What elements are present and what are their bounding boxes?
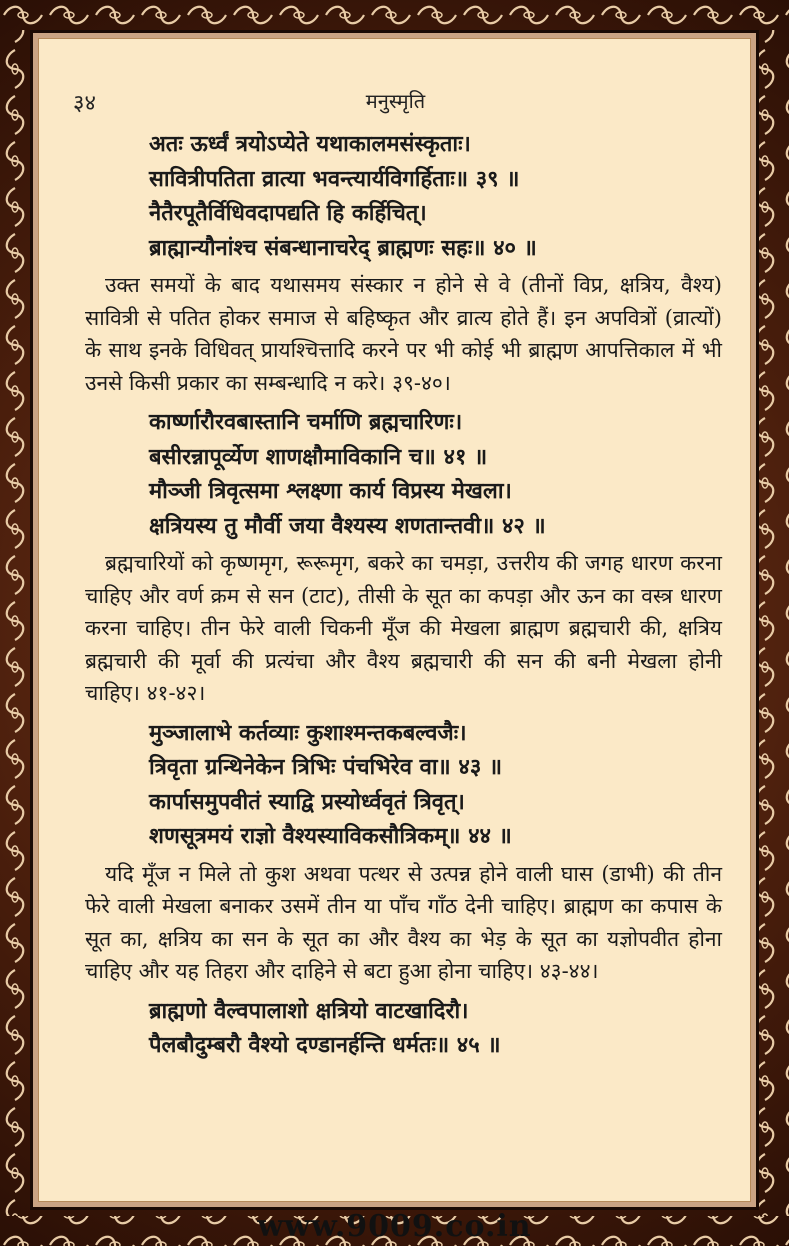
hindi-translation: यदि मूँज न मिले तो कुश अथवा पत्थर से उत्पन्न होने वाली घास (डाभी) की तीन फेरे वाली मेखला बनाकर उसमें तीन या पाँच गाँठ देनी चाहिए। ब्राह्मण का कपास के सूत का, क्षत्रिय का सन के सूत का और वैश्य का भेड़ के सूत का यज्ञोपवीत होना चाहिए और यह तिहरा और दाहिने से बटा हुआ होना चाहिए। ४३-४४।	[85, 861, 722, 983]
hindi-translation: ब्रह्मचारियों को कृष्णमृग, रूरूमृग, बकरे का चमड़ा, उत्तरीय की जगह धारण करना चाहिए और वर्ण क्रम से सन (टाट), तीसी के सूत का कपड़ा और ऊन का वस्त्र धारण करना चाहिए। तीन फेरे वाली चिकनी मूँज की मेखला ब्राह्मण ब्रह्मचारी की, क्षत्रिय ब्रह्मचारी की मूर्वा की प्रत्यंचा और वैश्य ब्रह्मचारी की सन की बनी मेखला होनी चाहिए। ४१-४२।	[85, 551, 722, 705]
verse-line: त्रिवृता ग्रन्थिनेकेन त्रिभिः पंचभिरेव वा॥ ४३ ॥	[149, 754, 503, 780]
page-content	[39, 127, 752, 1063]
sanskrit-verse	[39, 716, 752, 854]
verse-line: क्षत्रियस्य तु मौर्वी जया वैश्यस्य शणतान्तवी॥ ४२ ॥	[149, 512, 546, 539]
book-page	[38, 38, 751, 1202]
verse-line: मुञ्जालाभे कर्तव्याः कुशाश्मन्तकबल्वजैः।	[149, 719, 467, 746]
page-title: मनुस्मृति	[365, 89, 426, 113]
page-header	[39, 87, 752, 117]
sanskrit-verse	[39, 994, 752, 1063]
verse-line: मौञ्जी त्रिवृत्समा श्लक्ष्णा कार्य विप्रस्य मेखला।	[149, 478, 512, 504]
page-number: ३४	[73, 91, 96, 116]
verse-line: ब्राह्मान्यौनांश्च संबन्धानाचरेद् ब्राह्मणः सहः॥ ४० ॥	[149, 234, 537, 261]
website-url[interactable]: www.9009.co.in	[257, 1209, 532, 1244]
verse-line: सावित्रीपतिता व्रात्या भवन्त्यार्यविगर्हिताः॥ ३९ ॥	[149, 165, 520, 192]
verse-line: अतः ऊर्ध्वं त्रयोऽप्येते यथाकालमसंस्कृताः।	[149, 131, 471, 157]
verse-line: ब्राह्मणो वैल्वपालाशो क्षत्रियो वाटखादिरौ।	[149, 997, 469, 1024]
sanskrit-verse	[39, 405, 752, 543]
verse-line: नैतैरपूतैर्विधिवदापद्यति हि कर्हिचित्।	[149, 200, 427, 226]
verse-line: शणसूत्रमयं राज्ञो वैश्यस्याविकसौत्रिकम्॥ ४४ ॥	[149, 823, 512, 849]
verse-line: कार्पासमुपवीतं स्याद्वि प्रस्योर्ध्ववृतं त्रिवृत्।	[149, 788, 465, 815]
verse-line: पैलबौदुम्बरौ वैश्यो दण्डानर्हन्ति धर्मतः॥ ४५ ॥	[149, 1032, 501, 1058]
verse-line: कार्ष्णारौरवबास्तानि चर्माणि ब्रह्मचारिणः।	[149, 409, 463, 435]
sanskrit-verse	[39, 127, 752, 265]
hindi-translation: उक्त समयों के बाद यथासमय संस्कार न होने से वे (तीनों विप्र, क्षत्रिय, वैश्य) सावित्री से पतित होकर समाज से बहिष्कृत और व्रात्य होते हैं। इन अपवित्रों (व्रात्यों) के साथ इनके विधिवत् प्रायश्चित्तादि करने पर भी कोई भी ब्राह्मण आपत्तिकाल में भी उनसे किसी प्रकार का सम्बन्धादि न करे। ३९-४०।	[85, 273, 722, 395]
verse-line: बसीरन्नापूर्व्येण शाणक्षौमाविकानि च॥ ४१ ॥	[149, 443, 488, 470]
